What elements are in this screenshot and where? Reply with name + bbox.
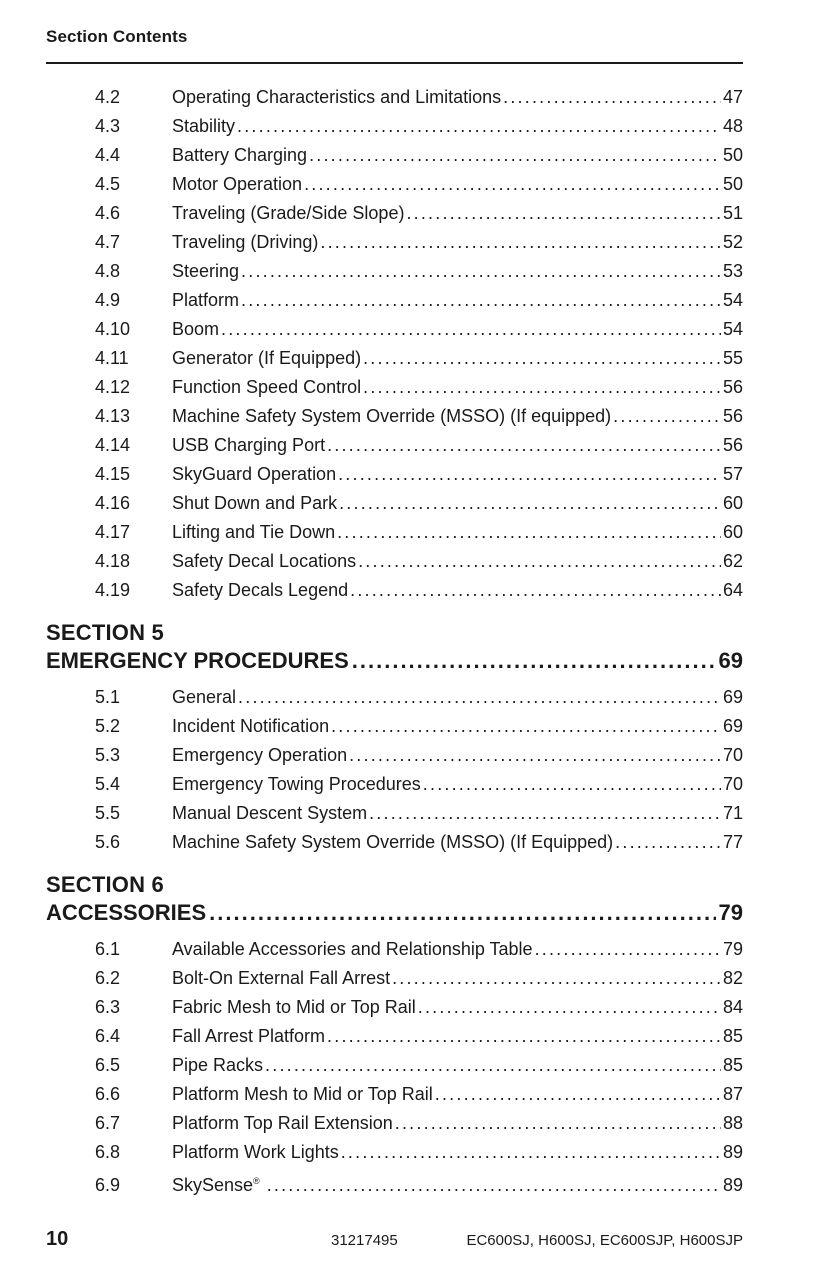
dot-leader — [406, 199, 721, 228]
dot-leader — [304, 170, 721, 199]
entry-number: 4.7 — [95, 232, 121, 252]
entry-title: Emergency Operation — [172, 745, 348, 765]
entry-number: 6.8 — [95, 1142, 121, 1162]
entry-number: 6.3 — [95, 997, 121, 1017]
entry-number: 6.6 — [95, 1084, 121, 1104]
entry-number: 6.7 — [95, 1113, 121, 1133]
entry-page: 56 — [722, 435, 743, 455]
entry-number: 4.5 — [95, 174, 121, 194]
entry-page: 79 — [722, 939, 743, 959]
entry-number: 4.17 — [95, 522, 131, 542]
toc-entry-4-11[interactable] — [95, 344, 743, 373]
entry-title: Function Speed Control — [172, 377, 362, 397]
dot-leader — [241, 257, 721, 286]
section-5-heading[interactable] — [46, 646, 743, 676]
toc-entry-4-5[interactable] — [95, 170, 743, 199]
entry-number: 4.16 — [95, 493, 131, 513]
entry-number: 4.13 — [95, 406, 131, 426]
entry-number: 4.15 — [95, 464, 131, 484]
dot-leader — [358, 547, 721, 576]
toc-entry-5-6[interactable] — [95, 828, 743, 857]
entry-number: 4.2 — [95, 87, 121, 107]
entry-title: Emergency Towing Procedures — [172, 774, 421, 794]
entry-title: Battery Charging — [172, 145, 308, 165]
entry-number: 4.9 — [95, 290, 121, 310]
entry-page: 47 — [722, 87, 743, 107]
entry-title: Fabric Mesh to Mid or Top Rail — [172, 997, 416, 1017]
entry-number: 5.4 — [95, 774, 121, 794]
entry-page: 51 — [722, 203, 743, 223]
entry-title — [172, 1167, 265, 1200]
dot-leader — [341, 1138, 721, 1167]
dot-leader — [349, 741, 721, 770]
entry-number: 6.5 — [95, 1055, 121, 1075]
toc-entry-4-15[interactable] — [95, 460, 743, 489]
entry-page: 87 — [722, 1084, 743, 1104]
dot-leader — [327, 431, 721, 460]
entry-page: 82 — [722, 968, 743, 988]
entry-number: 4.10 — [95, 319, 131, 339]
entry-number: 4.18 — [95, 551, 131, 571]
entry-page: 85 — [722, 1055, 743, 1075]
entry-page: 48 — [722, 116, 743, 136]
dot-leader — [615, 828, 721, 857]
toc-entry-4-17[interactable] — [95, 518, 743, 547]
footer-model-list: EC600SJ, H600SJ, EC600SJP, H600SJP — [466, 1232, 743, 1249]
entry-title: Traveling (Grade/Side Slope) — [172, 203, 405, 223]
entry-number: 4.6 — [95, 203, 121, 223]
entry-page: 70 — [722, 745, 743, 765]
entry-page: 60 — [722, 493, 743, 513]
entry-title: Operating Characteristics and Limitations — [172, 87, 502, 107]
toc-entry-6-7[interactable] — [95, 1109, 743, 1138]
entry-page: 50 — [722, 174, 743, 194]
entry-page: 64 — [722, 580, 743, 600]
section-5-label: SECTION 5 — [46, 620, 164, 645]
entry-title: Shut Down and Park — [172, 493, 338, 513]
toc-entry-4-18[interactable] — [95, 547, 743, 576]
dot-leader — [209, 898, 715, 928]
dot-leader — [339, 489, 721, 518]
section-title: EMERGENCY PROCEDURES — [46, 648, 349, 673]
dot-leader — [613, 402, 721, 431]
entry-title: Traveling (Driving) — [172, 232, 319, 252]
entry-page: 54 — [722, 319, 743, 339]
entry-title: Motor Operation — [172, 174, 303, 194]
dot-leader — [337, 518, 721, 547]
toc-entry-4-3[interactable] — [95, 112, 743, 141]
entry-page: 85 — [722, 1026, 743, 1046]
entry-number: 4.12 — [95, 377, 131, 397]
dot-leader — [267, 1171, 721, 1200]
toc-entry-5-3[interactable] — [95, 741, 743, 770]
dot-leader — [363, 344, 721, 373]
section-page: 79 — [718, 900, 743, 925]
dot-leader — [392, 964, 721, 993]
dot-leader — [435, 1080, 721, 1109]
section-page: 69 — [718, 648, 743, 673]
footer-document-number: 31217495 — [331, 1232, 398, 1249]
entry-page: 50 — [722, 145, 743, 165]
page-header-title: Section Contents — [46, 27, 188, 46]
dot-leader — [265, 1051, 721, 1080]
dot-leader — [237, 112, 721, 141]
entry-title: Platform — [172, 290, 240, 310]
entry-number: 5.1 — [95, 687, 121, 707]
toc-entry-4-4[interactable] — [95, 141, 743, 170]
toc-entry-5-4[interactable] — [95, 770, 743, 799]
toc-entry-4-16[interactable] — [95, 489, 743, 518]
entry-title: Steering — [172, 261, 240, 281]
dot-leader — [395, 1109, 721, 1138]
entry-number: 4.4 — [95, 145, 121, 165]
entry-title: Machine Safety System Override (MSSO) (If Equipped) — [172, 832, 614, 852]
entry-number: 5.2 — [95, 716, 121, 736]
entry-page: 52 — [722, 232, 743, 252]
entry-title: Bolt-On External Fall Arrest — [172, 968, 391, 988]
entry-page: 69 — [722, 687, 743, 707]
entry-page: 55 — [722, 348, 743, 368]
dot-leader — [503, 83, 721, 112]
registered-mark: ® — [253, 1176, 260, 1186]
entry-title: Fall Arrest Platform — [172, 1026, 326, 1046]
entry-title: General — [172, 687, 237, 707]
dot-leader — [423, 770, 721, 799]
toc-entry-4-9[interactable] — [95, 286, 743, 315]
entry-page: 56 — [722, 377, 743, 397]
toc-entry-5-5[interactable] — [95, 799, 743, 828]
entry-number: 4.11 — [95, 348, 129, 368]
entry-title: Manual Descent System — [172, 803, 368, 823]
entry-page: 54 — [722, 290, 743, 310]
entry-title: SkyGuard Operation — [172, 464, 337, 484]
entry-number: 4.3 — [95, 116, 121, 136]
dot-leader — [238, 683, 721, 712]
dot-leader — [369, 799, 721, 828]
toc-entry-4-12[interactable] — [95, 373, 743, 402]
entry-title: Available Accessories and Relationship Table — [172, 939, 533, 959]
entry-page: 57 — [722, 464, 743, 484]
dot-leader — [221, 315, 721, 344]
entry-number: 4.8 — [95, 261, 121, 281]
entry-page: 62 — [722, 551, 743, 571]
dot-leader — [320, 228, 721, 257]
toc-entry-6-1[interactable] — [95, 935, 743, 964]
section-title: ACCESSORIES — [46, 900, 207, 925]
entry-page: 89 — [722, 1175, 743, 1195]
entry-title: Generator (If Equipped) — [172, 348, 362, 368]
entry-number: 4.14 — [95, 435, 131, 455]
entry-page: 70 — [722, 774, 743, 794]
toc-entry-4-10[interactable] — [95, 315, 743, 344]
dot-leader — [418, 993, 721, 1022]
entry-title: Lifting and Tie Down — [172, 522, 336, 542]
dot-leader — [350, 576, 721, 605]
entry-page: 69 — [722, 716, 743, 736]
toc-entry-6-3[interactable] — [95, 993, 743, 1022]
toc-entry-6-8[interactable] — [95, 1138, 743, 1167]
dot-leader — [338, 460, 721, 489]
entry-title: Machine Safety System Override (MSSO) (If equipped) — [172, 406, 612, 426]
toc-entry-6-6[interactable] — [95, 1080, 743, 1109]
entry-page: 77 — [722, 832, 743, 852]
toc-entry-5-2[interactable] — [95, 712, 743, 741]
footer-page-number: 10 — [46, 1228, 69, 1250]
entry-number: 5.3 — [95, 745, 121, 765]
entry-page: 60 — [722, 522, 743, 542]
dot-leader — [241, 286, 721, 315]
toc-entry-4-2[interactable] — [95, 83, 743, 112]
entry-number: 4.19 — [95, 580, 131, 600]
toc-entry-4-7[interactable] — [95, 228, 743, 257]
dot-leader — [309, 141, 721, 170]
toc-entry-4-13[interactable] — [95, 402, 743, 431]
entry-page: 71 — [722, 803, 743, 823]
entry-title: Platform Mesh to Mid or Top Rail — [172, 1084, 433, 1104]
entry-number: 6.4 — [95, 1026, 121, 1046]
entry-title: Boom — [172, 319, 220, 339]
entry-number: 5.5 — [95, 803, 121, 823]
entry-page: 88 — [722, 1113, 743, 1133]
toc-entry-4-6[interactable] — [95, 199, 743, 228]
toc-entry-5-1[interactable] — [95, 683, 743, 712]
toc-entry-6-9[interactable] — [95, 1167, 743, 1196]
toc-entry-6-5[interactable] — [95, 1051, 743, 1080]
entry-page: 89 — [722, 1142, 743, 1162]
entry-title-text: SkySense — [172, 1175, 254, 1195]
header-divider — [46, 62, 743, 64]
entry-title: Stability — [172, 116, 236, 136]
entry-number: 6.2 — [95, 968, 121, 988]
toc-entry-6-2[interactable] — [95, 964, 743, 993]
entry-number: 6.1 — [95, 939, 121, 959]
toc-entry-6-4[interactable] — [95, 1022, 743, 1051]
dot-leader — [535, 935, 721, 964]
entry-page: 56 — [722, 406, 743, 426]
toc-entry-4-8[interactable] — [95, 257, 743, 286]
section-6-label: SECTION 6 — [46, 872, 164, 897]
dot-leader — [352, 646, 716, 676]
entry-title: Incident Notification — [172, 716, 330, 736]
section-6-heading[interactable] — [46, 898, 743, 928]
entry-page: 53 — [722, 261, 743, 281]
toc-entry-4-19[interactable] — [95, 576, 743, 605]
dot-leader — [331, 712, 721, 741]
entry-title: Platform Work Lights — [172, 1142, 339, 1162]
entry-title: USB Charging Port — [172, 435, 326, 455]
entry-title: Safety Decals Legend — [172, 580, 349, 600]
entry-title: Pipe Racks — [172, 1055, 264, 1075]
dot-leader — [363, 373, 721, 402]
entry-number: 5.6 — [95, 832, 121, 852]
toc-entry-4-14[interactable] — [95, 431, 743, 460]
entry-page: 84 — [722, 997, 743, 1017]
entry-number: 6.9 — [95, 1175, 121, 1195]
entry-title: Safety Decal Locations — [172, 551, 357, 571]
entry-title: Platform Top Rail Extension — [172, 1113, 393, 1133]
dot-leader — [327, 1022, 721, 1051]
